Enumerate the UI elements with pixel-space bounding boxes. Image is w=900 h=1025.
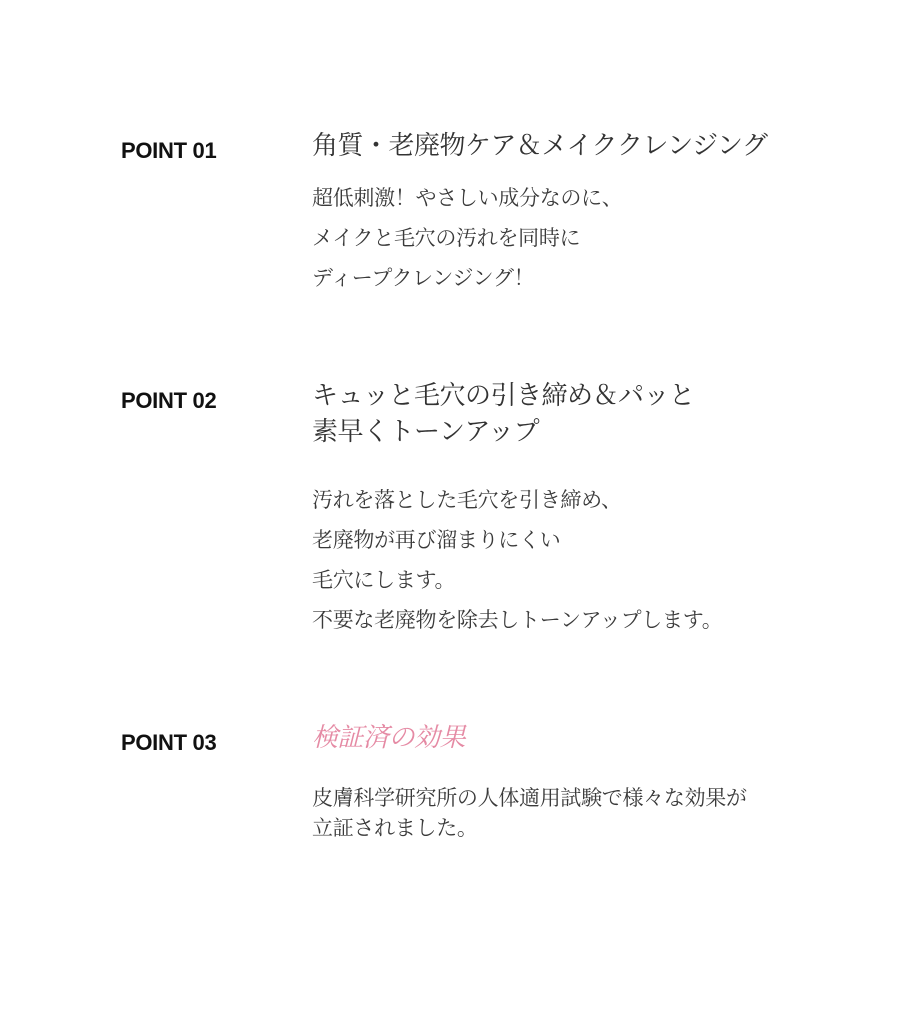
point-description	[312, 178, 872, 298]
point-content	[312, 128, 872, 298]
point-content	[312, 378, 872, 640]
point-label: POINT 03	[121, 730, 217, 755]
point-title-line: 検証済の効果	[312, 723, 466, 753]
point-title	[312, 720, 872, 756]
point-label: POINT 02	[121, 388, 217, 413]
description-line: 汚れを落とした毛穴を引き締め、	[312, 488, 622, 512]
point-label: POINT 01	[121, 138, 217, 163]
description-line: ディープクレンジング！	[312, 266, 535, 290]
point-title-line: 角質・老廃物ケア＆メイククレンジング	[312, 131, 768, 161]
description-line: 老廃物が再び溜まりにくい	[312, 528, 561, 552]
point-description	[312, 783, 872, 843]
description-line: 超低刺激！やさしい成分なのに、	[312, 186, 623, 210]
point-content	[312, 720, 872, 843]
point-title	[312, 378, 872, 450]
point-description	[312, 480, 872, 640]
description-line: 毛穴にします。	[312, 568, 456, 592]
point-title-line: 素早くトーンアップ	[312, 417, 540, 447]
description-line: 立証されました。	[312, 816, 478, 840]
description-line: メイクと毛穴の汚れを同時に	[312, 226, 581, 250]
point-title	[312, 128, 872, 164]
point-title-line: キュッと毛穴の引き締め＆パッと	[312, 381, 695, 411]
description-line: 皮膚科学研究所の人体適用試験で様々な効果が	[312, 786, 747, 810]
description-line: 不要な老廃物を除去しトーンアップします。	[312, 608, 723, 632]
